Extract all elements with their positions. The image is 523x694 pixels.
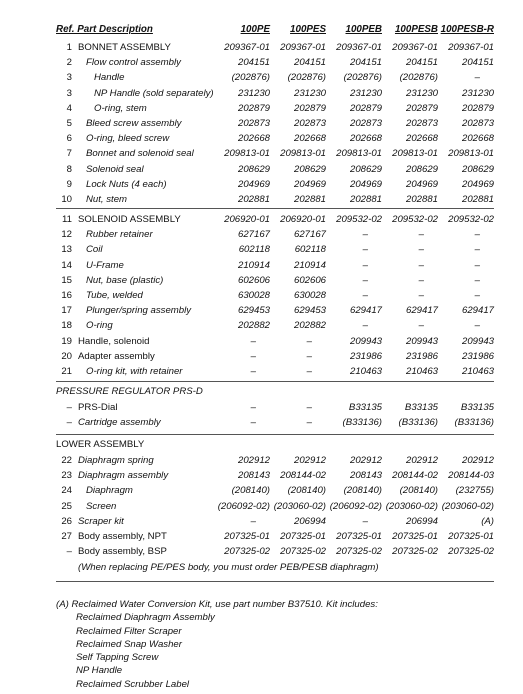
part-number-cell: 202668 [405,133,438,145]
ref-number: 16 [61,290,72,302]
part-number-cell: 204151 [237,57,270,69]
part-number-cell: 202668 [349,133,382,145]
part-number-cell: B33135 [404,402,438,413]
part-number-cell: 206994 [293,515,326,527]
part-number-cell: – [474,290,480,302]
part-number-cell: 209532-02 [336,214,382,225]
part-number-cell: 231230 [237,87,270,99]
part-description: NP Handle (sold separately) [94,87,214,99]
part-number-cell: – [362,320,368,332]
part-description: Handle [94,72,125,84]
kit-item: Reclaimed Diaphragm Assembly [76,612,215,624]
part-number-cell: 202873 [405,118,438,130]
part-number-cell: – [306,366,312,378]
part-number-cell: (B33136) [454,417,494,429]
part-number-cell: (208140) [287,485,326,497]
part-description: Rubber retainer [86,229,153,241]
ref-number: 10 [61,194,72,206]
regulator-table [56,400,494,430]
part-number-cell: 630028 [293,290,326,302]
part-number-cell: – [306,350,312,362]
part-number-cell: 602118 [294,244,326,256]
part-number-cell: 629417 [461,305,494,317]
part-number-cell: – [474,244,480,256]
ref-number: 5 [66,118,72,130]
part-number-cell: 209367-01 [392,42,438,53]
ref-number: 26 [61,515,72,527]
table-row [56,544,494,559]
part-number-cell: 210914 [293,259,326,271]
part-number-cell: 202912 [461,455,494,466]
ref-number: 4 [66,102,72,114]
part-number-cell: – [250,335,256,347]
part-number-cell: (206092-02) [217,500,270,512]
part-number-cell: – [418,259,424,271]
part-number-cell: 202912 [405,455,438,466]
part-number-cell: 202873 [237,118,270,130]
part-number-cell: 602118 [238,244,270,256]
table-row [56,468,494,483]
part-description: Plunger/spring assembly [86,305,192,317]
part-description: Nut, base (plastic) [86,274,164,286]
part-number-cell: 206920-01 [224,214,270,225]
part-number-cell: (B33136) [342,417,382,429]
part-description: Lock Nuts (4 each) [86,178,167,190]
part-number-cell: 202873 [349,118,382,130]
table-row [56,273,494,288]
col-header-100pesb: 100PESB [394,24,438,35]
section-divider [56,381,494,382]
part-number-cell: 208629 [349,163,382,175]
part-number-cell: 202879 [461,102,494,114]
bonnet-table [56,40,494,207]
part-number-cell: 630028 [237,290,270,302]
part-number-cell: 209532-02 [392,214,438,225]
part-number-cell: 202912 [237,455,270,466]
table-row [56,242,494,257]
ref-number: 11 [62,214,72,225]
table-row [56,499,494,514]
table-row [56,146,494,161]
kit-item: Reclaimed Scrubber Label [76,678,190,690]
part-description: Diaphragm [86,485,133,497]
part-number-cell: 209367-01 [224,42,270,53]
table-row [56,514,494,529]
part-number-cell: 209813-01 [224,148,270,160]
part-number-cell: 209943 [405,335,438,347]
part-number-cell: (202876) [343,72,382,84]
part-number-cell: 210463 [349,366,382,378]
ref-number: 13 [61,244,72,256]
ref-number: – [66,402,72,413]
ref-number: 22 [61,455,72,466]
table-row [56,529,494,544]
part-description: Bonnet and solenoid seal [86,148,194,160]
part-number-cell: 202873 [461,118,494,130]
part-number-cell: 206994 [405,515,438,527]
part-number-cell: (A) [481,515,494,527]
table-row [56,415,494,430]
part-number-cell: – [250,515,256,527]
part-number-cell: (B33136) [398,417,438,429]
part-number-cell: 207325-02 [448,546,494,558]
part-number-cell: 629453 [237,305,270,317]
part-number-cell: – [418,274,424,286]
part-number-cell: – [362,229,368,241]
part-description: Cartridge assembly [78,417,161,429]
part-description: Adapter assembly [78,350,155,362]
part-number-cell: 209813-01 [448,148,494,160]
part-number-cell: 209367-01 [336,42,382,53]
table-row [56,258,494,273]
part-number-cell: 206920-01 [280,214,326,225]
part-number-cell: 202882 [293,320,326,332]
ref-part-header: Ref. Part Description [56,24,153,35]
ref-number: 19 [61,335,72,347]
part-number-cell: 207325-02 [336,546,382,558]
ref-number: 27 [61,531,72,543]
table-row [56,131,494,146]
part-number-cell: 602606 [293,274,326,286]
col-header-100pesb-r: 100PESB-R [440,24,494,35]
table-row [56,334,494,349]
part-number-cell: (208140) [343,485,382,497]
ref-number: 20 [61,350,72,362]
ref-number: 14 [61,259,72,271]
part-number-cell: – [250,402,256,413]
ref-number: 12 [61,229,72,241]
part-number-cell: (202876) [399,72,438,84]
part-number-cell: 208144-03 [448,470,494,482]
part-number-cell: 210463 [461,366,494,378]
part-number-cell: 627167 [293,229,326,241]
part-number-cell: 629417 [405,305,438,317]
table-row [56,364,494,379]
part-description: O-ring, stem [94,102,147,114]
part-number-cell: 207325-02 [280,546,326,558]
table-row [56,349,494,364]
kit-item: Reclaimed Filter Scraper [76,625,182,637]
part-number-cell: 204151 [461,57,494,69]
part-number-cell: 202881 [405,194,438,206]
part-number-cell: – [250,350,256,362]
part-number-cell: – [474,229,480,241]
table-row [56,70,494,85]
part-number-cell: 204969 [293,178,326,190]
kit-item: Self Tapping Screw [76,652,159,664]
ref-number: 15 [61,274,72,286]
part-description: U-Frame [86,259,124,271]
part-number-cell: 202873 [293,118,326,130]
lower-footnote: (When replacing PE/PES body, you must order PEB/PESB diaphragm) [78,562,379,573]
part-number-cell: (202876) [231,72,270,84]
part-number-cell: 207325-01 [280,531,326,543]
part-number-cell: 209943 [349,335,382,347]
part-number-cell: 202668 [293,133,326,145]
ref-number: 8 [66,163,72,175]
part-number-cell: 208629 [293,163,326,175]
part-number-cell: 204969 [405,178,438,190]
part-number-cell: 629453 [293,305,326,317]
part-number-cell: 202912 [293,455,326,466]
table-row [56,40,494,55]
ref-number: – [66,546,72,558]
part-number-cell: 202881 [349,194,382,206]
part-description: Handle, solenoid [78,335,150,347]
part-number-cell: 202882 [237,320,270,332]
part-number-cell: – [306,402,312,413]
part-number-cell: (203060-02) [385,500,438,512]
table-row [56,303,494,318]
part-description: BONNET ASSEMBLY [78,42,171,53]
part-number-cell: – [306,417,312,429]
part-number-cell: (203060-02) [273,500,326,512]
table-row [56,162,494,177]
ref-number: 21 [61,366,72,378]
col-header-100pes: 100PES [290,24,326,35]
part-number-cell: (208140) [399,485,438,497]
solenoid-table [56,212,494,379]
part-number-cell: 202879 [293,102,326,114]
part-number-cell: – [418,290,424,302]
part-description: Scraper kit [78,515,124,527]
section-divider [56,434,494,435]
lower-table [56,453,494,559]
part-number-cell: 231986 [349,350,382,362]
part-number-cell: – [474,72,480,84]
part-number-cell: 202881 [237,194,270,206]
part-number-cell: 204969 [461,178,494,190]
part-number-cell: 202881 [293,194,326,206]
table-row [56,116,494,131]
conversion-kit-note [56,598,378,691]
part-number-cell: 209943 [461,335,494,347]
ref-number: 25 [61,500,72,512]
part-number-cell: 202879 [405,102,438,114]
table-row [56,318,494,333]
part-number-cell: – [250,417,256,429]
part-description: Nut, stem [86,194,128,206]
part-number-cell: 204151 [349,57,382,69]
table-row [56,55,494,70]
part-description: Tube, welded [86,290,143,302]
table-row [56,453,494,468]
ref-number: 9 [66,178,72,190]
part-description: Diaphragm assembly [78,470,169,482]
part-number-cell: 207325-01 [224,531,270,543]
table-row [56,483,494,498]
part-number-cell: – [474,320,480,332]
part-description: Solenoid seal [86,163,144,175]
part-number-cell: 210463 [405,366,438,378]
part-number-cell: (206092-02) [329,500,382,512]
part-number-cell: 208629 [461,163,494,175]
part-number-cell: 627167 [237,229,270,241]
col-header-100peb: 100PEB [345,24,382,35]
part-number-cell: 208144-02 [280,470,326,482]
part-number-cell: 231230 [405,87,438,99]
part-number-cell: 209813-01 [392,148,438,160]
bottom-rule [56,581,494,582]
part-number-cell: – [418,320,424,332]
part-number-cell: 204969 [237,178,270,190]
part-number-cell: – [250,366,256,378]
ref-number: 24 [61,485,72,497]
part-number-cell: 207325-02 [392,546,438,558]
part-number-cell: 202912 [349,455,382,466]
part-description: O-ring kit, with retainer [86,366,183,378]
part-number-cell: 210914 [237,259,270,271]
part-number-cell: 602606 [237,274,270,286]
part-description: O-ring [86,320,113,332]
part-number-cell: 209367-01 [280,42,326,53]
part-number-cell: 629417 [349,305,382,317]
part-number-cell: – [474,274,480,286]
part-number-cell: B33135 [348,402,382,413]
part-number-cell: 202668 [237,133,270,145]
kit-item: NP Handle [76,665,123,677]
part-description: O-ring, bleed screw [86,133,170,145]
table-row [56,86,494,101]
part-number-cell: – [418,229,424,241]
note-lead: (A) Reclaimed Water Conversion Kit, use part number B37510. Kit includes: [56,599,378,610]
part-number-cell: 209532-02 [448,214,494,225]
table-row [56,227,494,242]
regulator-title: PRESSURE REGULATOR PRS-D [56,386,203,397]
part-description: Bleed screw assembly [86,118,182,130]
part-number-cell: 208143 [349,470,382,482]
ref-number: 18 [61,320,72,332]
table-row [56,101,494,116]
ref-number: 3 [66,87,72,99]
part-description: PRS-Dial [78,402,118,413]
part-number-cell: – [362,515,368,527]
part-number-cell: 207325-01 [336,531,382,543]
part-number-cell: (203060-02) [441,500,494,512]
part-number-cell: 208629 [237,163,270,175]
part-number-cell: 207325-01 [448,531,494,543]
part-number-cell: – [362,290,368,302]
part-description: Diaphragm spring [78,455,154,466]
part-number-cell: 231986 [461,350,494,362]
section-divider [56,208,494,209]
part-description: Body assembly, BSP [78,546,167,558]
table-row [56,400,494,415]
part-description: Screen [86,500,117,512]
ref-number: 1 [66,42,72,53]
ref-number: 23 [61,470,72,482]
part-number-cell: 202879 [237,102,270,114]
part-number-cell: 208629 [405,163,438,175]
part-number-cell: 207325-01 [392,531,438,543]
part-number-cell: – [418,244,424,256]
part-number-cell: B33135 [460,402,494,413]
part-description: Body assembly, NPT [78,531,167,543]
part-number-cell: (202876) [287,72,326,84]
ref-number: 17 [61,305,72,317]
part-number-cell: 202881 [461,194,494,206]
part-number-cell: 207325-02 [224,546,270,558]
part-number-cell: 231230 [293,87,326,99]
header-table [56,22,494,37]
table-row [56,192,494,207]
part-number-cell: 208143 [237,470,270,482]
part-number-cell: 209813-01 [280,148,326,160]
part-number-cell: 209813-01 [336,148,382,160]
part-description: Coil [86,244,103,256]
table-row [56,288,494,303]
part-number-cell: – [362,244,368,256]
table-row [56,177,494,192]
part-number-cell: 204151 [293,57,326,69]
part-number-cell: 208144-02 [392,470,438,482]
part-number-cell: 202668 [461,133,494,145]
ref-number: – [66,417,72,429]
part-number-cell: – [306,335,312,347]
part-number-cell: 231986 [405,350,438,362]
part-number-cell: – [362,274,368,286]
kit-item: Reclaimed Snap Washer [76,638,182,650]
part-number-cell: 204151 [405,57,438,69]
ref-number: 3 [66,72,72,84]
ref-number: 6 [66,133,72,145]
part-description: SOLENOID ASSEMBLY [78,214,181,225]
part-number-cell: 209367-01 [448,42,494,53]
table-row [56,212,494,227]
part-number-cell: (232755) [455,485,494,497]
part-number-cell: 231230 [349,87,382,99]
part-number-cell: 231230 [461,87,494,99]
ref-number: 2 [66,57,72,69]
col-header-100pe: 100PE [240,24,270,35]
part-number-cell: 204969 [349,178,382,190]
part-description: Flow control assembly [86,57,181,69]
part-number-cell: – [474,259,480,271]
ref-number: 7 [66,148,72,160]
part-number-cell: (208140) [231,485,270,497]
part-number-cell: – [362,259,368,271]
part-number-cell: 202879 [349,102,382,114]
lower-title: LOWER ASSEMBLY [56,439,145,450]
